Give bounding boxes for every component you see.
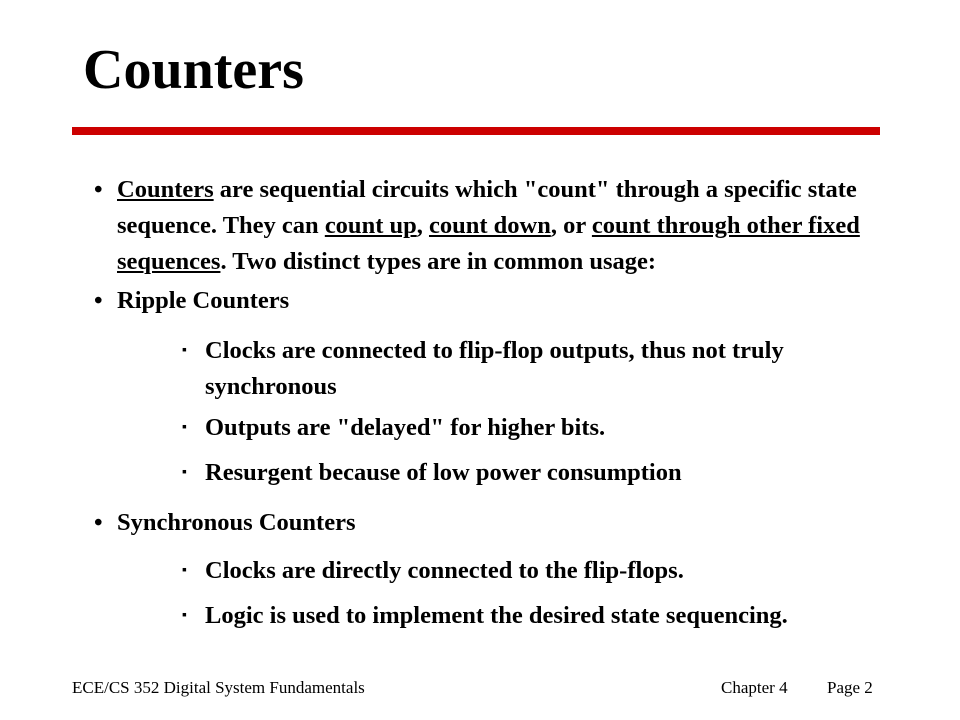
ripple-item-text: Clocks are connected to flip-flop outputs, thus not truly synchronous — [205, 337, 784, 400]
intro-term-fixed-sequences: count through other fixed sequences — [117, 212, 860, 275]
intro-segment: . Two distinct types are in common usage: — [220, 248, 657, 275]
ripple-heading: Ripple Counters — [117, 287, 290, 314]
bullet-ripple-counters — [94, 283, 894, 319]
square-bullet-icon: ▪ — [182, 608, 187, 623]
square-bullet-icon: ▪ — [182, 343, 187, 358]
bullet-synchronous-counters — [94, 505, 894, 541]
footer-page-number: Page 2 — [827, 678, 873, 697]
intro-text — [117, 172, 894, 280]
synchronous-item-text: Logic is used to implement the desired state sequencing. — [205, 602, 788, 629]
synchronous-item — [182, 553, 882, 589]
synchronous-item-text: Clocks are directly connected to the flip-flops. — [205, 557, 684, 584]
synchronous-item — [182, 598, 882, 634]
intro-segment: , — [416, 212, 429, 239]
synchronous-heading: Synchronous Counters — [117, 509, 356, 536]
intro-term-count-down: count down — [428, 212, 551, 239]
ripple-item — [182, 455, 882, 491]
bullet-icon: • — [94, 509, 103, 536]
ripple-item-text: Resurgent because of low power consumption — [205, 459, 682, 486]
footer-chapter: Chapter 4 — [721, 678, 788, 697]
square-bullet-icon: ▪ — [182, 465, 187, 480]
intro-term-counters: Counters — [117, 176, 214, 203]
intro-segment: , or — [550, 212, 592, 239]
square-bullet-icon: ▪ — [182, 420, 187, 435]
ripple-item — [182, 410, 882, 446]
square-bullet-icon: ▪ — [182, 563, 187, 578]
footer-course: ECE/CS 352 Digital System Fundamentals — [72, 678, 365, 697]
bullet-intro — [94, 172, 894, 280]
bullet-icon: • — [94, 287, 103, 314]
intro-term-count-up: count up — [324, 212, 417, 239]
ripple-item — [182, 333, 882, 405]
bullet-icon: • — [94, 176, 103, 203]
slide-title: Counters — [83, 39, 304, 101]
intro-segment: are sequential circuits which "count" through a specific state sequence. They can — [117, 176, 857, 239]
ripple-item-text: Outputs are "delayed" for higher bits. — [205, 414, 606, 441]
